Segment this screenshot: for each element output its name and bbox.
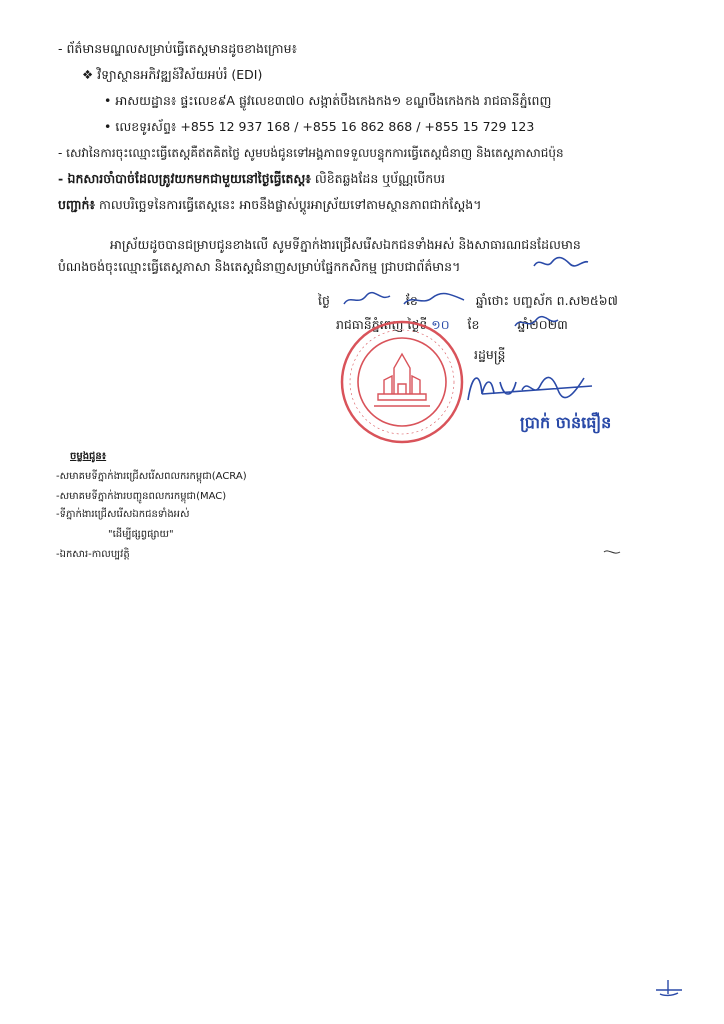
page-corner-mark — [652, 974, 686, 998]
handwritten-initial-mark — [530, 252, 590, 274]
signatory-name: ប្រាក់ ចាន់ធឿន — [520, 413, 612, 432]
lunar-date-month-label: ខែ — [405, 293, 418, 308]
note-text: កាលបរិច្ឆេទនៃការធ្វើតេស្តនេះ អាចនឹងផ្លាស់ប្តូរអាស្រ័យទៅតាមស្ថានភាពជាក់ស្តែង។ — [98, 197, 482, 212]
solar-date-prefix: រាជធានីភ្នំពេញ ថ្ងៃទី — [336, 317, 428, 332]
lunar-date-prefix: ថ្ងៃ — [318, 293, 330, 308]
solar-date-month-label: ខែ — [467, 317, 480, 332]
bullet-required-docs — [58, 170, 445, 188]
note-label: បញ្ជាក់៖ — [58, 197, 95, 212]
bullet-institute: ❖ វិទ្យាស្ថានអភិវឌ្ឍន៍វិស័យអប់រំ (EDI) — [82, 67, 263, 82]
closing-paragraph-line-1: អាស្រ័យដូចបានជម្រាបជូនខាងលើ សូមទីភ្នាក់ងារជ្រើសរើសឯកជនទាំងអស់ និងសាធារណជនដែលមាន — [110, 237, 581, 252]
lunar-date-year: ឆ្នាំថោះ បញ្ចស័ក ព.ស២៥៦៧ — [475, 293, 618, 308]
recipient-item: "ដើម្បីផ្សព្វផ្សាយ" — [108, 529, 174, 540]
bullet-address: • អាសយដ្ឋាន៖ ផ្ទះលេខ៩A ផ្លូវលេខ៣៧០ សង្កាត់បឹងកេងកង១ ខណ្ឌបឹងកេងកង រាជធានីភ្នំពេញ — [104, 93, 552, 108]
bullet-service-fee: - សេវានៃការចុះឈ្មោះធ្វើតេស្តគឺឥតគិតថ្លៃ សូមបង់ជូនទៅអង្គភាពទទួលបន្ទុកការធ្វើតេស្តជំនាញ និងតេស្តភាសាជប៉ុន — [58, 146, 564, 160]
handwritten-signature — [462, 364, 602, 408]
recipient-item: -សមាគមទីភ្នាក់ងារបញ្ជូនពលករកម្ពុជា(MAC) — [56, 491, 227, 502]
handwritten-lunar-date — [340, 288, 490, 312]
note-line — [58, 196, 481, 214]
recipient-item: -ទីភ្នាក់ងារជ្រើសរើសឯកជនទាំងអស់ — [56, 509, 190, 520]
required-docs-value: លិខិតឆ្លងដែន ឬប័ណ្ណបើកបរ — [314, 171, 446, 186]
solar-date-year: ឆ្នាំ២០២៣ — [517, 317, 568, 332]
signatory-title: រដ្ឋមន្ត្រី — [474, 347, 506, 362]
required-docs-label: - ឯកសារចាំបាច់ដែលត្រូវយកមកជាមួយនៅថ្ងៃធ្វើតេស្ត៖ — [58, 171, 311, 186]
handwritten-solar-month — [512, 312, 560, 334]
recipient-item: -សមាគមទីភ្នាក់ងារជ្រើសរើសពលករកម្ពុជា(ACRA) — [56, 471, 247, 482]
recipient-item: -ឯកសារ-កាលប្បវត្តិ — [56, 549, 130, 560]
bullet-test-center-info: - ព័ត៌មានមណ្ឌលសម្រាប់ធ្វើតេស្តមានដូចខាងក្រោម៖ — [58, 41, 298, 56]
recipients-header: ចម្លងជូន៖ — [70, 451, 107, 462]
closing-paragraph-line-2: បំណងចង់ចុះឈ្មោះធ្វើតេស្តភាសា និងតេស្តជំនាញសម្រាប់ផ្នែកកសិកម្ម ជ្រាបជាព័ត៌មាន។ — [58, 259, 461, 274]
stray-pen-mark — [600, 546, 624, 560]
solar-date-day: ១០ — [431, 317, 450, 332]
bullet-phone: • លេខទូរស័ព្ទ៖ +855 12 937 168 / +855 16 862 868 / +855 15 729 123 — [104, 119, 535, 134]
official-seal-stamp — [338, 318, 466, 446]
